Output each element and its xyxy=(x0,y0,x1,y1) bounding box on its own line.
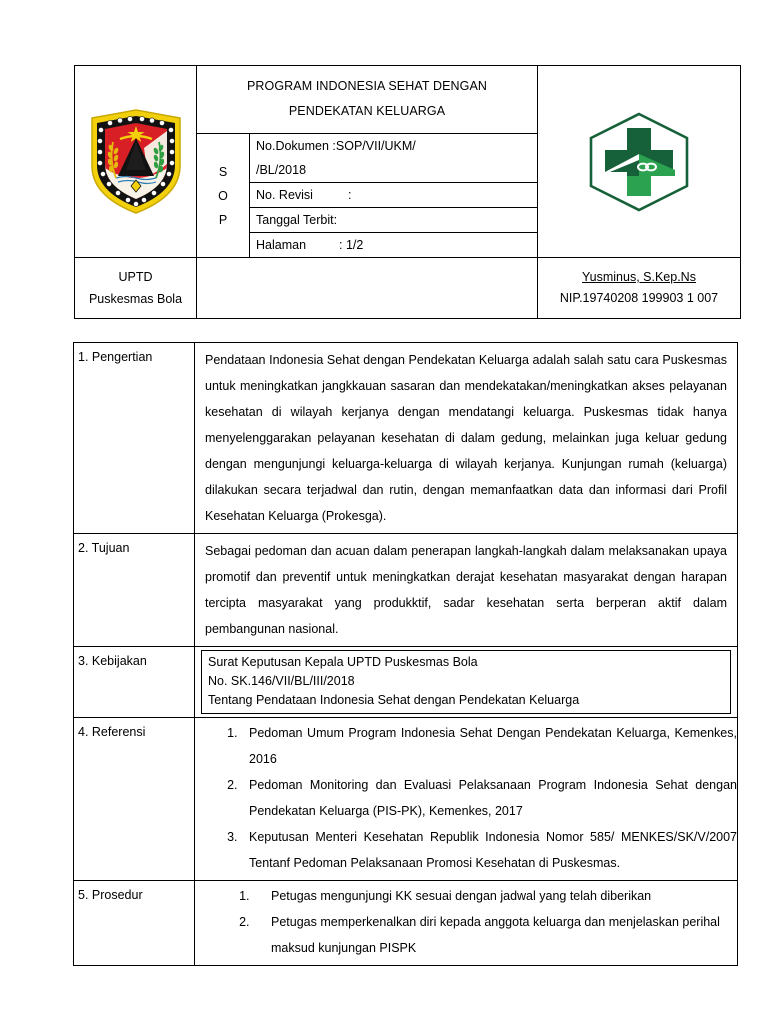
sop-fields-cell xyxy=(250,134,538,258)
sop-letter-p: P xyxy=(218,212,228,227)
kebijakan-line-2: No. SK.146/VII/BL/III/2018 xyxy=(208,674,355,688)
header-main-row xyxy=(75,66,741,258)
row-label-cell xyxy=(74,647,195,718)
list-item: 2. Petugas memperkenalkan diri kepada anggota keluarga dan menjelaskan perihal maksud kunjungan PISPK xyxy=(253,909,737,961)
table-row xyxy=(74,534,738,647)
row-content-cell xyxy=(195,647,738,718)
row-content-cell xyxy=(195,534,738,647)
field-no-revisi-label: No. Revisi xyxy=(256,188,313,202)
sop-header-table xyxy=(74,65,741,319)
table-row xyxy=(74,718,738,881)
signer-name: Yusminus, S.Kep.Ns xyxy=(582,270,696,284)
right-logo-cell xyxy=(538,66,741,258)
row-label-cell xyxy=(74,881,195,966)
kebijakan-line-1: Surat Keputusan Kepala UPTD Puskesmas Bola xyxy=(208,655,478,669)
row-label-cell xyxy=(74,534,195,647)
prosedur-list xyxy=(195,883,737,961)
table-row xyxy=(74,343,738,534)
row-content-cell xyxy=(195,718,738,881)
title-and-sop-cell xyxy=(197,66,538,258)
field-no-revisi-value: : xyxy=(347,188,352,202)
row-label: 1. Pengertian xyxy=(78,350,153,364)
sop-letter-o: O xyxy=(218,188,228,203)
list-item: 1. Pedoman Umum Program Indonesia Sehat Dengan Pendekatan Keluarga, Kemenkes, 2016 xyxy=(241,720,737,772)
list-item: 2. Pedoman Monitoring dan Evaluasi Pelaksanaan Program Indonesia Sehat dengan Pendekatan Keluarga (PIS-PK), Kemenkes, 2017 xyxy=(241,772,737,824)
field-halaman-value: : 1/2 xyxy=(339,238,364,252)
row-label: 2. Tujuan xyxy=(78,541,130,555)
row-content-cell xyxy=(195,881,738,966)
sop-letter-s: S xyxy=(218,164,228,179)
field-no-dokumen-cont: /BL/2018 xyxy=(250,158,537,183)
sop-body-table xyxy=(73,342,738,966)
organisation-line1: UPTD xyxy=(118,270,153,284)
row-paragraph: Sebagai pedoman dan acuan dalam penerapan langkah-langkah dalam melaksanakan upaya promotif dan preventif untuk meningkatkan derajat kesehatan masyarakat dengan harapan tercipta masyarakat yang produkktif, sadar kesehatan serta berperan aktif dalam pembangunan nasional. xyxy=(205,544,727,636)
regional-government-emblem-icon xyxy=(86,108,186,216)
table-row xyxy=(74,647,738,718)
document-title xyxy=(197,66,537,133)
signature-cell xyxy=(538,258,741,319)
kebijakan-line-3: Tentang Pendataan Indonesia Sehat dengan Pendekatan Keluarga xyxy=(208,693,580,707)
organisation-line2: Puskesmas Bola xyxy=(88,292,183,306)
sop-letters-cell xyxy=(197,134,250,258)
row-label: 5. Prosedur xyxy=(78,888,143,902)
organisation-cell xyxy=(75,258,197,319)
referensi-list xyxy=(195,720,737,876)
field-tanggal-terbit: Tanggal Terbit: xyxy=(250,208,537,233)
table-row xyxy=(74,881,738,966)
signer-nip: NIP.19740208 199903 1 007 xyxy=(559,291,719,305)
document-title-line1: PROGRAM INDONESIA SEHAT DENGAN xyxy=(246,79,488,93)
field-halaman-label: Halaman xyxy=(256,238,307,252)
row-paragraph: Pendataan Indonesia Sehat dengan Pendekatan Keluarga adalah salah satu cara Puskesmas untuk meningkatkan jangkkauan sasaran dan mendekatakan/meningkatkan akses pelayanan kesehatan di wilayah kerjanya dengan mendatangi keluarga. Puskesmas tidak hanya menyelenggarakan pelayanan kesehatan di dalam gedung, melainkan juga keluar gedung dengan mengunjungi keluarga-keluarga di wilayah kerjanya. Kunjungan rumah (keluarga) dilakukan secara terjadwal dan rutin, dengan memanfaatkan data dan informasi dari Profil Kesehatan Keluarga (Prokesga). xyxy=(205,353,727,523)
row-label: 4. Referensi xyxy=(78,725,146,739)
field-no-dokumen: No.Dokumen :SOP/VII/UKM/ xyxy=(256,139,416,153)
sop-meta-table xyxy=(197,133,537,257)
left-logo-cell xyxy=(75,66,197,258)
signature-blank-cell xyxy=(197,258,538,319)
list-item: 3. Keputusan Menteri Kesehatan Republik Indonesia Nomor 585/ MENKES/SK/V/2007 Tentanf Pedoman Pelaksanaan Promosi Kesehatan di Puskesmas. xyxy=(241,824,737,876)
field-halaman xyxy=(250,233,537,257)
list-item: 1. Petugas mengunjungi KK sesuai dengan jadwal yang telah diberikan xyxy=(253,883,737,909)
kebijakan-box xyxy=(201,650,731,714)
row-label-cell xyxy=(74,718,195,881)
document-title-line2: PENDEKATAN KELUARGA xyxy=(288,104,446,118)
row-label-cell xyxy=(74,343,195,534)
row-label: 3. Kebijakan xyxy=(78,654,147,668)
field-no-revisi xyxy=(250,183,537,208)
row-content-cell xyxy=(195,343,738,534)
puskesmas-logo-icon xyxy=(583,110,695,214)
header-footer-row xyxy=(75,258,741,319)
